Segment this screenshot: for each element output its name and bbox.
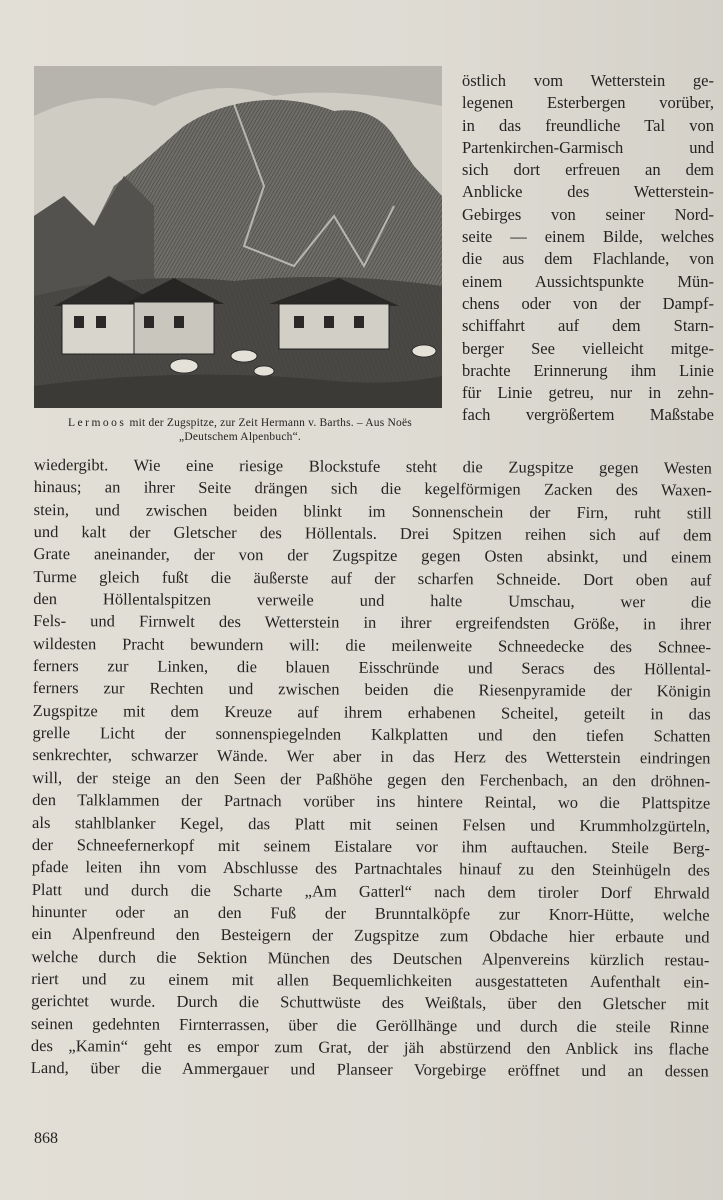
text-line: wildesten Pracht bewundern will: die meilenweite Schneedecke des Schnee- [32,633,712,657]
caption-place: Lermoos [68,417,127,429]
text-line: stein, und zwischen beiden blinkt im Sonnenschein der Firn, ruht still [33,499,712,523]
text-line: für Linie getreu, nur in zehn- [462,383,714,403]
text-line: gerichtet wurde. Durch die Schuttwüste des Weißtals, über den Gletscher mit [31,991,710,1014]
text-line: ferners zur Linken, die blauen Eisschründe und Seracs des Höllental- [32,656,711,679]
figure-caption [30,416,450,444]
text-line: einem Aussichtspunkte Mün- [462,271,714,291]
engraving-image [34,66,442,408]
side-column-text [462,70,714,427]
text-line: wiedergibt. Wie eine riesige Blockstufe steht die Zugspitze gegen Westen [33,455,712,478]
text-line: in das freundliche Tal von [462,115,714,135]
text-line: hinaus; an ihrer Seite drängen sich die kegelförmigen Zacken des Waxen- [33,477,712,500]
caption-line-2: „Deutschem Alpenbuch“. [179,431,301,443]
text-line: als stahlblanker Kegel, das Platt mit seinen Felsen und Krummholzgürteln, [32,812,711,836]
text-line: Turme gleich fußt die äußerste auf der scharfen Schneide. Dort oben auf [33,566,712,590]
text-line: pfade leiten ihn vom Abschlusse des Partnachtales hinauf zu den Steinhügeln des [31,857,710,880]
text-line: Zugspitze mit dem Kreuze auf ihrem erhabenen Scheitel, geteilt in das [32,700,711,724]
text-line: Grate aneinander, der von der Zugspitze gegen Osten absinkt, und einem [33,544,712,567]
caption-line-1: mit der Zugspitze, zur Zeit Hermann v. Barths. – Aus Noës [129,417,412,429]
text-line: hinunter oder an den Fuß der Brunntalköpfe zur Knorr-Hütte, welche [31,901,710,925]
text-line: legenen Esterbergen vorüber, [462,93,714,113]
text-line: grelle Licht der sonnenspiegelnden Kalkplatten und den tiefen Schatten [32,723,711,746]
text-line: brachte Erinnerung ihm Linie [462,360,714,380]
text-line: fach vergrößertem Maßstabe [462,405,714,425]
text-line: Anblicke des Wetterstein- [462,182,714,202]
page-number: 868 [34,1130,58,1147]
text-line: die aus dem Flachlande, von [462,249,714,269]
text-line: chens oder von der Dampf- [462,293,714,313]
text-line: welche durch die Sektion München des Deutschen Alpenvereins kürzlich restau- [31,946,710,970]
text-line: seite — einem Bilde, welches [462,227,714,247]
text-line: schiffahrt auf dem Starn- [462,316,714,336]
text-line: der Schneefernerkopf mit seinem Eistalare vor ihm auftauchen. Steile Berg- [31,834,710,858]
text-line: Fels- und Firnwelt des Wetterstein in ihrer ergreifendsten Größe, in ihrer [33,611,712,634]
text-line: ein Alpenfreund den Besteigern der Zugspitze zum Obdache hier erbaute und [31,924,710,947]
text-line: will, der steige an den Seen der Paßhöhe gegen den Ferchenbach, an den dröhnen- [32,767,711,791]
text-line: berger See vielleicht mitge- [462,338,714,358]
text-line: Land, über die Ammergauer und Planseer Vorgebirge eröffnet und an dessen [30,1058,709,1081]
text-line: den Talklammen der Partnach vorüber ins hintere Reintal, wo die Plattspitze [32,790,711,813]
text-line: Platt und durch die Scharte „Am Gatterl“ nach dem tiroler Dorf Ehrwald [31,879,710,903]
text-line: den Höllentalspitzen verweile und halte Umschau, wer die [33,589,712,612]
text-line: des „Kamin“ geht es empor zum Grat, der jäh abstürzend den Anblick ins flache [30,1035,709,1059]
text-line: sich dort erfreuen an dem [462,160,714,180]
text-line: ferners zur Rechten und zwischen beiden die Riesenpyramide der Königin [32,678,711,701]
text-line: Gebirges von seiner Nord- [462,204,714,224]
text-line: senkrechter, schwarzer Wände. Wer aber in das Herz des Wetterstein eindringen [32,745,711,769]
text-line: seinen gedehnten Firnterrassen, über die Geröllhänge und durch die steile Rinne [30,1013,710,1037]
text-line: östlich vom Wetterstein ge- [462,71,714,90]
text-line: Partenkirchen-Garmisch und [462,137,714,157]
body-text [31,454,712,1083]
engraving-lermoos [34,66,442,408]
text-line: und kalt der Gletscher des Höllentals. Drei Spitzen reihen sich auf dem [33,522,712,545]
text-line: riert und zu einem mit allen Bequemlichkeiten ausgestatteten Aufenthalt ein- [31,968,710,992]
